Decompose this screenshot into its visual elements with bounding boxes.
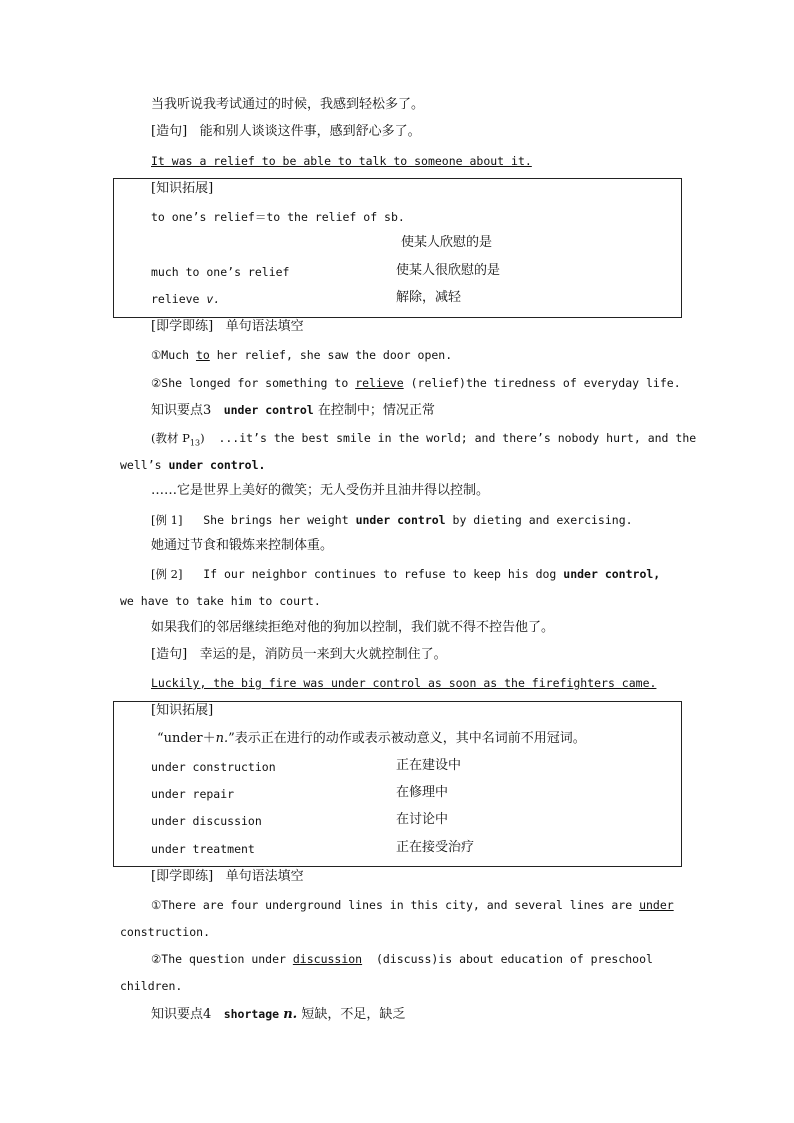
box1-line3-cn: 解除，减轻 (396, 290, 462, 305)
box2-row: under repair (151, 787, 235, 801)
box1-line2: much to one’s relief (151, 265, 290, 279)
box2-row: under treatment (151, 842, 255, 856)
box2-row-cn: 正在建设中 (396, 758, 462, 773)
box2-note: “under＋n.”表示正在进行的动作或表示被动意义，其中名词前不用冠词。 (157, 731, 586, 746)
make-sentence-cn: 能和别人谈谈这件事，感到舒心多了。 (199, 124, 421, 139)
box2-row: under construction (151, 760, 276, 774)
example-2-line2: we have to take him to court. (120, 594, 321, 608)
practice2-q1: ①There are four underground lines in this city, and several lines are under (151, 898, 674, 912)
point3-source-cn: ……它是世界上美好的微笑；无人受伤并且油井得以控制。 (151, 483, 490, 498)
point3-tag: 知识要点3 (151, 403, 212, 418)
practice2-q2: ②The question under discussion (discuss)is about education of preschool (151, 952, 653, 966)
example-1-cn: 她通过节食和锻炼来控制体重。 (151, 538, 334, 553)
q1-text-post: her relief, she saw the door open. (216, 348, 453, 362)
practice1-subtitle: 单句语法填空 (225, 319, 304, 334)
q2-text-post: (relief)the tiredness of everyday life. (410, 376, 681, 390)
practice2-header: [即学即练] 单句语法填空 (151, 869, 304, 884)
example-1: [例 1] She brings her weight under control by dieting and exercising. (151, 513, 633, 527)
point3-source-line2: well’s under control. (120, 458, 266, 472)
q2-answer: relieve (355, 376, 404, 390)
make-sentence-row (151, 123, 421, 141)
make-sentence-en-2: Luckily, the big fire was under control as soon as the firefighters came. (151, 676, 657, 690)
box1-line1: to one’s relief＝to the relief of sb. (151, 210, 405, 224)
practice2-q2-line2: children. (120, 979, 183, 993)
practice2-q2-answer: discussion (292, 952, 363, 966)
box1-line3-word: relieve (151, 292, 200, 306)
box2-row-cn: 在讨论中 (396, 812, 449, 827)
box1-title: [知识拓展] (151, 181, 214, 196)
box2-row: under discussion (151, 814, 262, 828)
make-sentence-row-2: [造句] 幸运的是，消防员一来到大火就控制住了。 (151, 647, 447, 662)
box2-title: [知识拓展] (151, 703, 214, 718)
practice2-q1-answer: under (639, 898, 674, 912)
q1-answer: to (195, 348, 210, 362)
practice2-q1-line2: construction. (120, 925, 211, 939)
box2-row-cn: 正在接受治疗 (396, 840, 475, 855)
box1-line3 (151, 290, 220, 308)
box1-line1-cn: 使某人欣慰的是 (401, 235, 493, 250)
practice1-header (151, 318, 304, 336)
cn-sentence: 当我听说我考试通过的时候，我感到轻松多了。 (151, 97, 425, 112)
box2-row-cn: 在修理中 (396, 785, 449, 800)
point3-meaning: 在控制中；情况正常 (317, 403, 435, 418)
practice1-q2 (151, 374, 681, 392)
source-ref: (教材 $P_{13}$) (151, 431, 205, 448)
source-text: ...it’s the best smile in the world; and there’s nobody hurt, and the (218, 431, 697, 445)
practice1-title: [即学即练] (151, 319, 214, 334)
q2-text-pre: ②She longed for something to (151, 376, 349, 390)
practice1-q1 (151, 346, 452, 364)
point4-heading: 知识要点4 shortage n. 短缺，不足，缺乏 (151, 1007, 406, 1022)
q1-text-pre: ①Much (151, 348, 190, 362)
box1-line3-pos: v. (206, 292, 221, 306)
point3-source (151, 429, 696, 452)
point3-phrase: under control (223, 403, 314, 417)
example-2: [例 2] If our neighbor continues to refuse to keep his dog under control, (151, 567, 661, 581)
box1-line2-cn: 使某人很欣慰的是 (396, 263, 501, 278)
point3-heading (151, 401, 435, 420)
make-sentence-en: It was a relief to be able to talk to someone about it. (151, 154, 532, 168)
example-2-cn: 如果我们的邻居继续拒绝对他的狗加以控制，我们就不得不控告他了。 (151, 620, 555, 635)
make-sentence-tag: [造句] (151, 124, 188, 139)
